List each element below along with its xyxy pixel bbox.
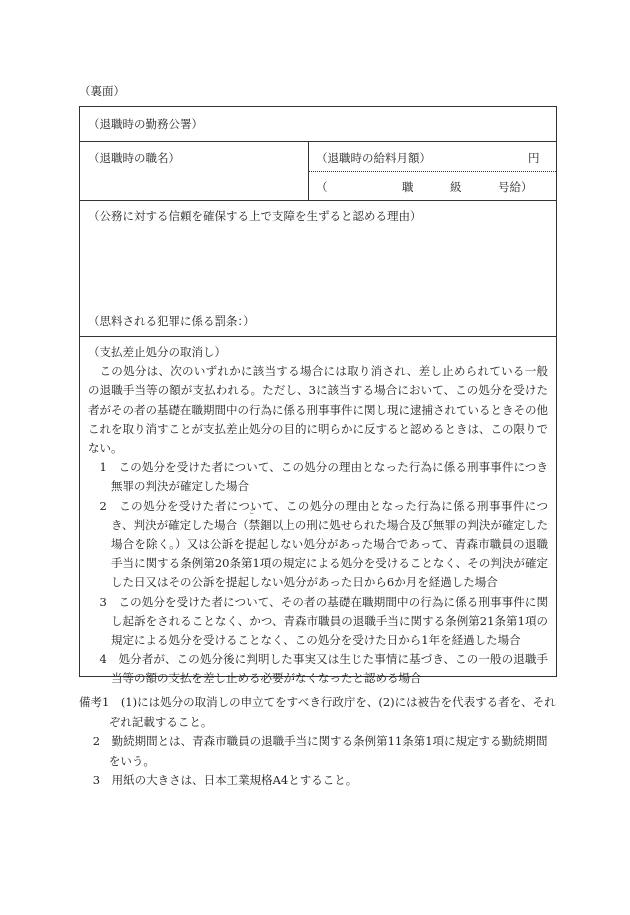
item2-part-a: 2 この処分を受けた者について、この処分の理由となった行為に係る刑事事件につき、判決が確定した場合（禁 bbox=[99, 498, 548, 532]
salary-subdivider bbox=[308, 171, 556, 172]
grade-gokyu: 号給） bbox=[498, 180, 533, 194]
item2-part-b: 以上の刑に処せられた場合及び無罪の判決が確定した場合を除く。）又は公訴を提起しない処分があった場合であって、青森市職員の退職手当に関する条例第20条第1項の規定による処分を受けることなく、その判決が確定した日又はその公訴を提起しない処分があった日から6か月を経過した場合 bbox=[111, 517, 548, 590]
row-divider bbox=[80, 200, 556, 201]
workplace-label: （退職時の勤務公署） bbox=[88, 117, 203, 131]
grade-kyu: 級 bbox=[450, 180, 462, 194]
remark-2: 2 勤続期間とは、青森市職員の退職手当に関する条例第11条第1項に規定する勤続期間をいう。 bbox=[92, 734, 548, 768]
reason-label: （公務に対する信頼を確保する上で支障を生ずると認める理由） bbox=[88, 209, 422, 223]
disposition-form bbox=[79, 106, 557, 686]
remark-1: 備考1 (1)には処分の取消しの申立てをすべき行政庁を、(2)には被告を代表する者を、それぞれ記載すること。 bbox=[79, 695, 556, 729]
grade-shoku: 職 bbox=[402, 180, 414, 194]
job-title-label: （退職時の職名） bbox=[88, 151, 180, 165]
cancellation-heading: （支払差止処分の取消し） bbox=[88, 345, 226, 359]
grade-open: （ bbox=[316, 180, 328, 194]
salary-unit: 円 bbox=[528, 151, 540, 165]
cancellation-item-1: 1 この処分を受けた者について、この処分の理由となった行為に係る刑事事件につき無罪の判決が確定した場合 bbox=[99, 460, 548, 494]
page-label: （裏面） bbox=[79, 84, 125, 98]
row-divider bbox=[80, 141, 556, 142]
cancellation-item-4: 4 処分者が、この処分後に判明した事実又は生じた事情に基づき、この一般の退職手当等の額の支払を差し止める必要がなくなったと認める場合 bbox=[99, 652, 548, 686]
cancellation-item-2 bbox=[88, 497, 548, 593]
remarks bbox=[79, 693, 557, 791]
salary-label: （退職時の給料月額） bbox=[316, 151, 431, 165]
cancellation-intro: この処分は、次のいずれかに該当する場合には取り消され、差し止められている一般の退職手当等の額が支払われる。ただし、3に該当する場合において、この処分を受けた者がその者の基礎在職期間中の行為に係る刑事事件に関し現に逮捕されているときその他これを取り消すことが支払差止処分の目的に明らかに反すると認めるときは、この限りでない。 bbox=[88, 364, 548, 456]
remark-3: 3 用紙の大きさは、日本工業規格A4とすること。 bbox=[92, 773, 358, 787]
penalty-label: （思料される犯罪に係る罰条：） bbox=[88, 314, 255, 328]
kanji-with-ruby: こ 錮 bbox=[260, 518, 272, 532]
cancellation-section bbox=[88, 343, 548, 689]
cancellation-item-3: 3 この処分を受けた者について、その者の基礎在職期間中の行為に係る刑事事件に関し起訴をされることなく、かつ、青森市職員の退職手当に関する条例第21条第1項の規定による処分を受けることなく、この処分を受けた日から1年を経過した場合 bbox=[99, 594, 548, 648]
row-divider bbox=[80, 336, 556, 337]
